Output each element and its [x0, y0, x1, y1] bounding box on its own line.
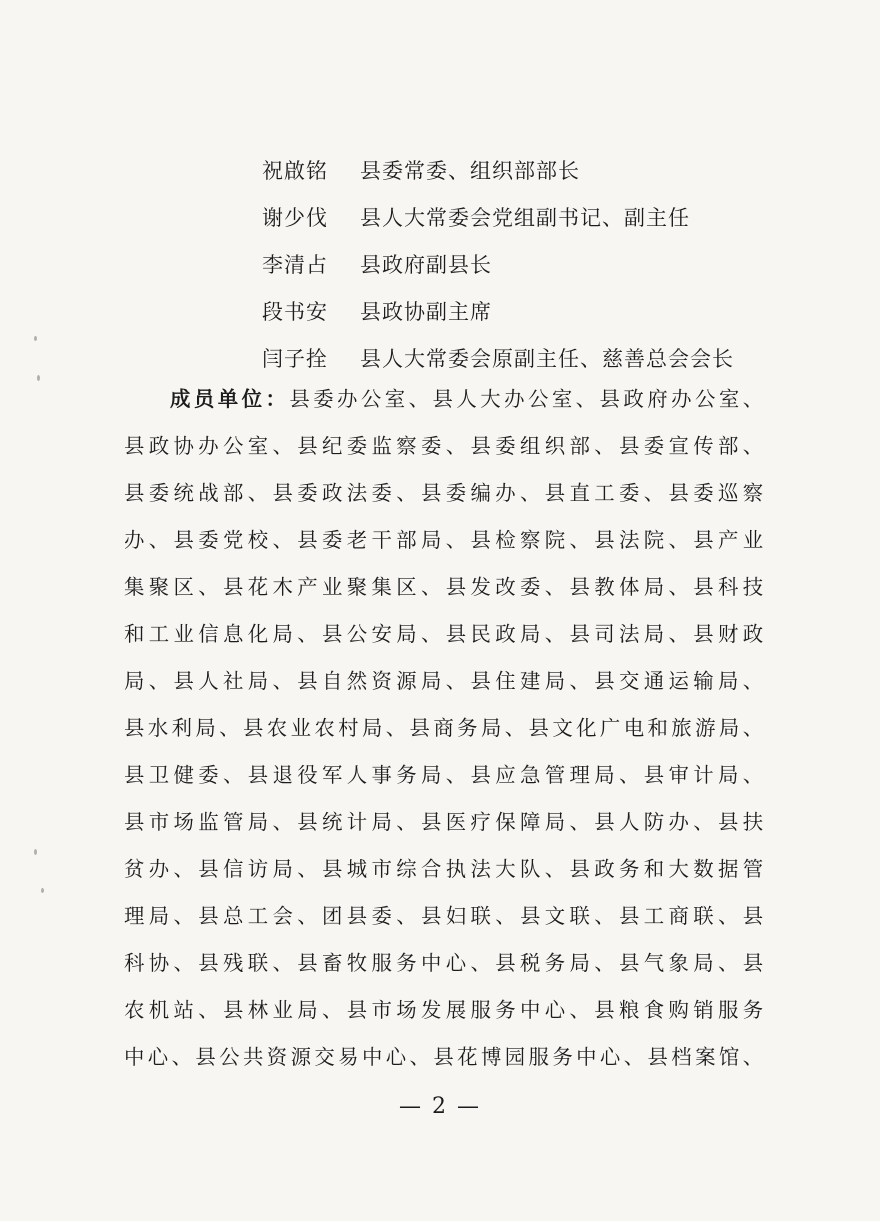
member-name: 谢少伐: [262, 205, 328, 230]
units-line: 县委统战部、县委政法委、县委编办、县直工委、县委巡察: [124, 481, 764, 505]
units-line-text: 县委办公室、县人大办公室、县政府办公室、: [289, 387, 765, 411]
scan-speck: [34, 336, 37, 341]
units-line: 局、县人社局、县自然资源局、县住建局、县交通运输局、: [124, 669, 764, 693]
units-line: 办、县委党校、县委老干部局、县检察院、县法院、县产业: [124, 528, 764, 552]
units-line: 县水利局、县农业农村局、县商务局、县文化广电和旅游局、: [124, 716, 764, 740]
member-row: [262, 287, 734, 334]
units-line: 集聚区、县花木产业聚集区、县发改委、县教体局、县科技: [124, 575, 764, 599]
member-name: 段书安: [262, 299, 328, 324]
member-units-paragraph: [124, 376, 764, 1081]
member-list: [262, 146, 734, 381]
member-title: 县政府副县长: [360, 252, 492, 277]
member-row: [262, 146, 734, 193]
scan-speck: [37, 375, 40, 381]
member-title: 县政协副主席: [360, 299, 492, 324]
scan-speck: [41, 888, 44, 893]
units-line: 贫办、县信访局、县城市综合执法大队、县政务和大数据管: [124, 857, 764, 881]
member-name: 李清占: [262, 252, 328, 277]
units-line: 县卫健委、县退役军人事务局、县应急管理局、县审计局、: [124, 763, 764, 787]
member-name: 闫子拴: [262, 346, 328, 371]
scan-speck: [34, 849, 37, 855]
units-label: 成员单位：: [170, 387, 290, 411]
member-row: [262, 193, 734, 240]
member-row: [262, 240, 734, 287]
member-title: 县委常委、组织部部长: [360, 158, 580, 183]
units-line: 县市场监管局、县统计局、县医疗保障局、县人防办、县扶: [124, 810, 764, 834]
member-name: 祝啟铭: [262, 158, 328, 183]
units-line: 和工业信息化局、县公安局、县民政局、县司法局、县财政: [124, 622, 764, 646]
member-row: [262, 334, 734, 381]
page-number: — 2 —: [399, 1094, 481, 1119]
units-line: 县政协办公室、县纪委监察委、县委组织部、县委宣传部、: [124, 434, 764, 458]
units-line: 科协、县残联、县畜牧服务中心、县税务局、县气象局、县: [124, 951, 764, 975]
units-line: [124, 376, 764, 423]
units-line: 农机站、县林业局、县市场发展服务中心、县粮食购销服务: [124, 998, 764, 1022]
member-title: 县人大常委会原副主任、慈善总会会长: [360, 346, 734, 371]
units-line: 中心、县公共资源交易中心、县花博园服务中心、县档案馆、: [124, 1045, 764, 1069]
units-line: 理局、县总工会、团县委、县妇联、县文联、县工商联、县: [124, 904, 764, 928]
member-title: 县人大常委会党组副书记、副主任: [360, 205, 690, 230]
